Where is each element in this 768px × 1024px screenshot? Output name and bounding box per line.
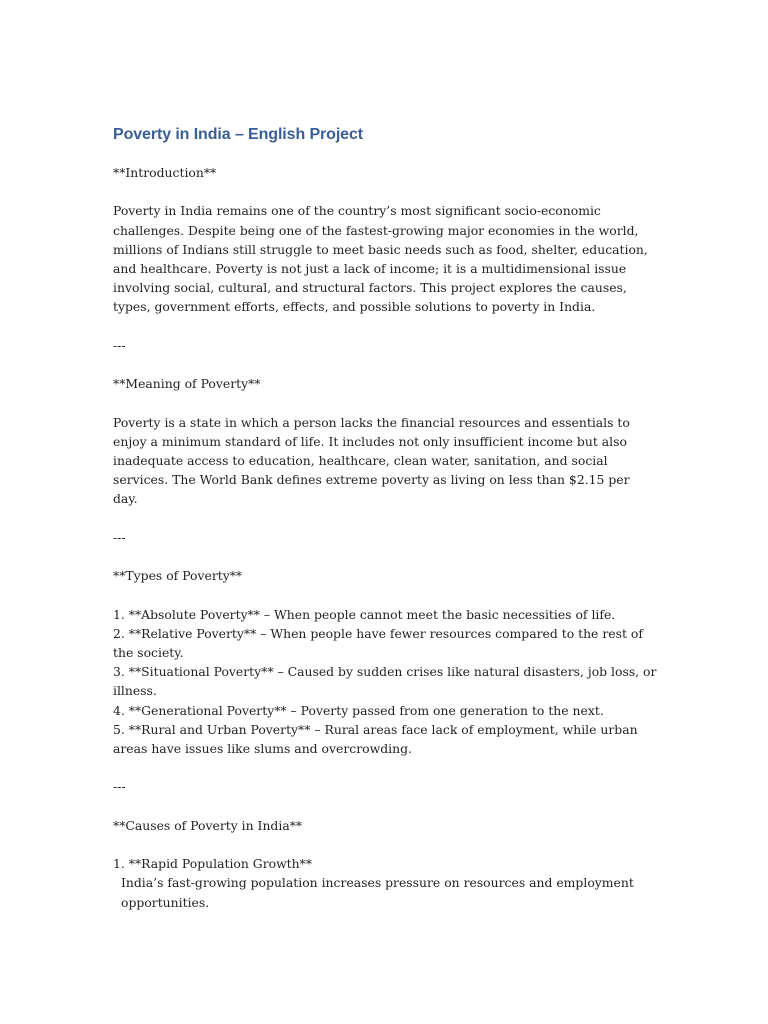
intro-heading: **Introduction** <box>113 165 217 180</box>
separator-2: --- <box>113 529 126 545</box>
causes-item-text: India’s fast-growing population increases pressure on resources and employment opportunities. <box>121 875 634 910</box>
document-body <box>113 124 658 912</box>
types-list-item: 5. **Rural and Urban Poverty** – Rural areas face lack of employment, while urban areas have issues like slums and overcrowding. <box>113 721 638 756</box>
meaning-paragraph: Poverty is a state in which a person lacks the financial resources and essentials to enjoy a minimum standard of life. It includes not only insufficient income but also inadequate access to education, healthcare, clean water, sanitation, and social services. The World Bank defines extreme poverty as living on less than $2.15 per day. <box>113 414 630 507</box>
meaning-heading: **Meaning of Poverty** <box>113 376 261 392</box>
types-heading: **Types of Poverty** <box>113 568 243 584</box>
intro-paragraph: Poverty in India remains one of the country’s most significant socio-economic challenges. Despite being one of the fastest-growing major economies in the world, millions of Indians still struggle to meet basic needs such as food, shelter, education, and healthcare. Poverty is not just a lack of income; it is a multidimensional issue involving social, cultural, and structural factors. This project explores the causes, types, government efforts, effects, and possible solutions to poverty in India. <box>113 203 648 315</box>
types-list-item: 4. **Generational Poverty** – Poverty passed from one generation to the next. <box>113 702 604 718</box>
causes-heading: **Causes of Poverty in India** <box>113 817 303 833</box>
types-list-item: 3. **Situational Poverty** – Caused by sudden crises like natural disasters, job loss, or illness. <box>113 664 657 699</box>
separator-1: --- <box>113 337 126 353</box>
types-list-item: 1. **Absolute Poverty** – When people cannot meet the basic necessities of life. <box>113 606 616 622</box>
causes-item-title: 1. **Rapid Population Growth** <box>113 856 313 872</box>
types-list <box>113 605 658 759</box>
separator-3: --- <box>113 779 126 795</box>
document-title: Poverty in India – English Project <box>113 126 363 143</box>
types-list-item: 2. **Relative Poverty** – When people have fewer resources compared to the rest of the society. <box>113 625 643 660</box>
